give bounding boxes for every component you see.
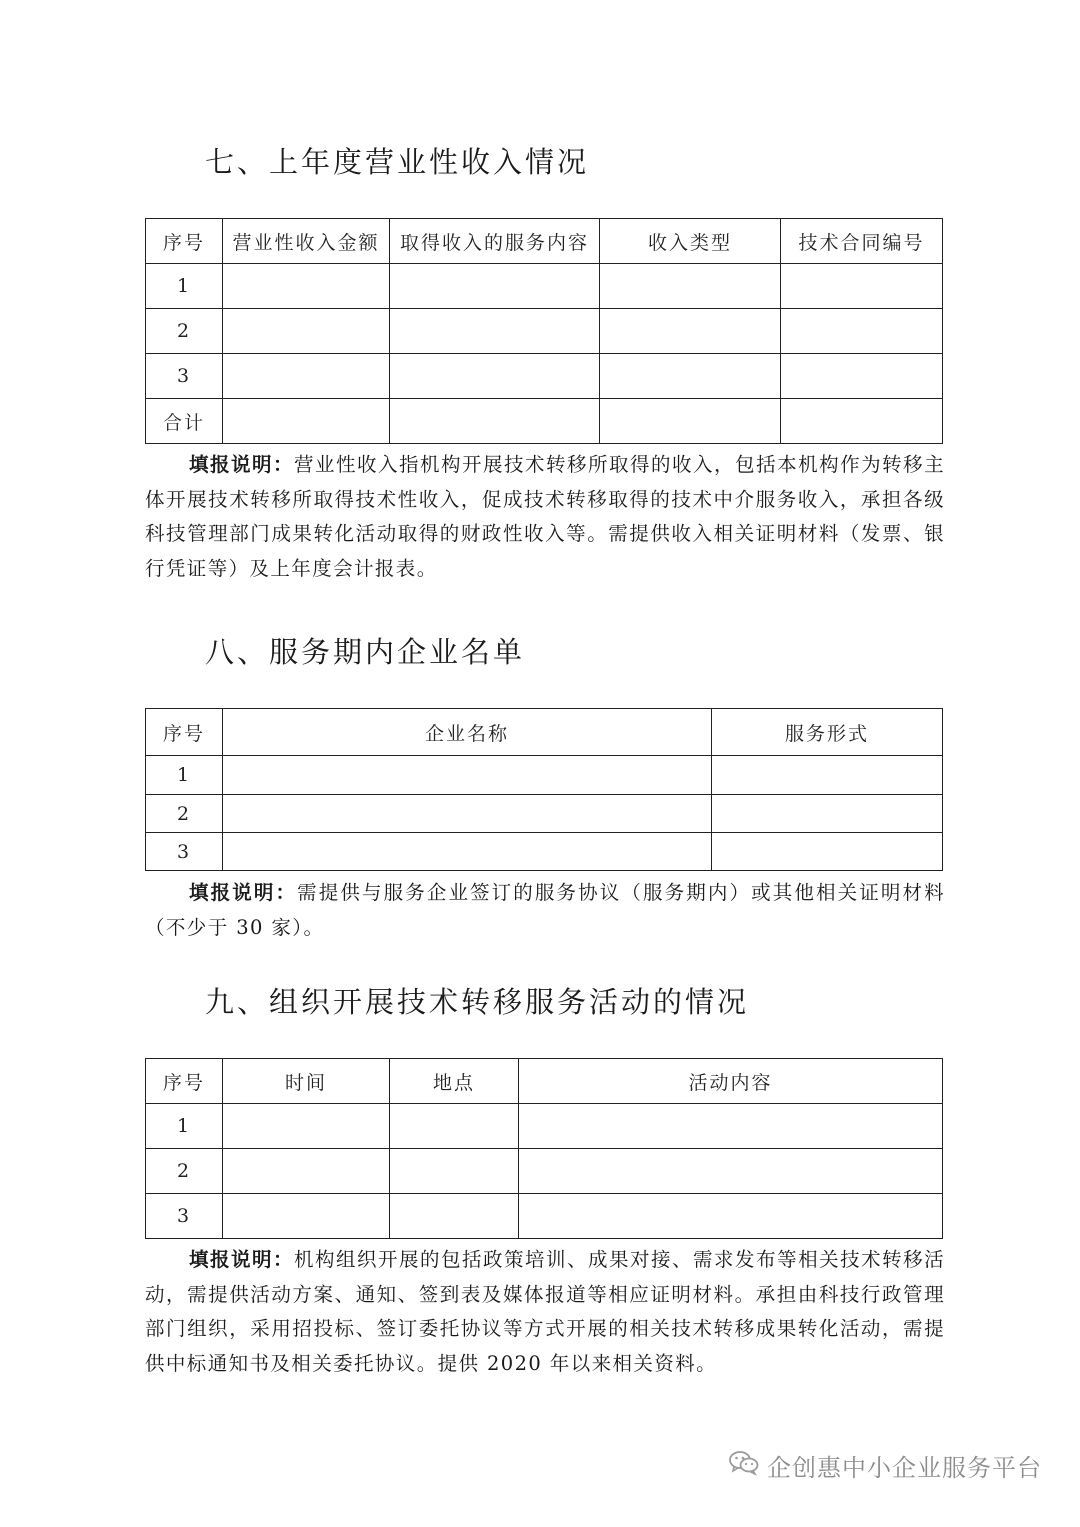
table-cell[interactable] bbox=[223, 1149, 390, 1194]
table-cell[interactable] bbox=[600, 354, 781, 399]
table-cell[interactable] bbox=[519, 1149, 943, 1194]
note-text: 机构组织开展的包括政策培训、成果对接、需求发布等相关技术转移活动，需提供活动方案、通知、签到表及媒体报道等相应证明材料。承担由科技行政管理部门组织，采用招投标、签订委托协议等方式开展的相关技术转移成果转化活动，需提供中标通知书及相关委托协议。提供 2020 年以来相关资料。 bbox=[145, 1248, 945, 1375]
table-cell[interactable] bbox=[390, 264, 600, 309]
table-row bbox=[146, 795, 943, 833]
table-cell[interactable] bbox=[390, 399, 600, 444]
section9-title: 九、组织开展技术转移服务活动的情况 bbox=[205, 985, 750, 1019]
table-cell[interactable] bbox=[781, 264, 943, 309]
section8-note bbox=[145, 876, 945, 945]
table-cell[interactable] bbox=[390, 354, 600, 399]
table-cell[interactable] bbox=[600, 264, 781, 309]
section7-note bbox=[145, 448, 945, 586]
activity-table bbox=[145, 1058, 943, 1239]
column-header: 营业性收入金额 bbox=[223, 219, 390, 264]
column-header: 取得收入的服务内容 bbox=[390, 219, 600, 264]
table-header-row bbox=[146, 709, 943, 756]
table-cell[interactable] bbox=[712, 756, 943, 795]
table-cell[interactable] bbox=[600, 309, 781, 354]
note-text: 需提供与服务企业签订的服务协议（服务期内）或其他相关证明材料（不少于 30 家）。 bbox=[145, 881, 945, 939]
table-cell[interactable] bbox=[781, 309, 943, 354]
watermark-text: 企创惠中小企业服务平台 bbox=[767, 1454, 1042, 1482]
table-row bbox=[146, 833, 943, 871]
table-row bbox=[146, 309, 943, 354]
table-cell[interactable] bbox=[223, 833, 712, 871]
table-cell[interactable] bbox=[223, 264, 390, 309]
column-header: 序号 bbox=[146, 1059, 223, 1104]
row-number: 3 bbox=[146, 354, 223, 399]
note-text: 营业性收入指机构开展技术转移所取得的收入，包括本机构作为转移主体开展技术转移所取得技术性收入，促成技术转移取得的技术中介服务收入，承担各级科技管理部门成果转化活动取得的财政性收入等。需提供收入相关证明材料（发票、银行凭证等）及上年度会计报表。 bbox=[145, 453, 945, 580]
row-number: 3 bbox=[146, 1194, 223, 1239]
table-cell[interactable] bbox=[223, 795, 712, 833]
wechat-icon bbox=[729, 1450, 759, 1482]
table-cell[interactable] bbox=[712, 833, 943, 871]
table-row bbox=[146, 354, 943, 399]
column-header: 收入类型 bbox=[600, 219, 781, 264]
enterprise-table bbox=[145, 708, 943, 871]
table-row bbox=[146, 756, 943, 795]
table-header-row bbox=[146, 219, 943, 264]
row-total-label: 合计 bbox=[146, 399, 223, 444]
column-header: 服务形式 bbox=[712, 709, 943, 756]
table-cell[interactable] bbox=[223, 399, 390, 444]
table-cell[interactable] bbox=[223, 1194, 390, 1239]
note-label: 填报说明： bbox=[189, 881, 298, 904]
column-header: 技术合同编号 bbox=[781, 219, 943, 264]
table-cell[interactable] bbox=[223, 354, 390, 399]
table-row bbox=[146, 1194, 943, 1239]
table-cell[interactable] bbox=[390, 1149, 519, 1194]
column-header: 企业名称 bbox=[223, 709, 712, 756]
section8-title: 八、服务期内企业名单 bbox=[205, 635, 526, 669]
table-header-row bbox=[146, 1059, 943, 1104]
watermark bbox=[729, 1448, 1042, 1483]
table-cell[interactable] bbox=[781, 354, 943, 399]
table-total-row bbox=[146, 399, 943, 444]
table-cell[interactable] bbox=[781, 399, 943, 444]
table-row bbox=[146, 264, 943, 309]
row-number: 2 bbox=[146, 795, 223, 833]
income-table bbox=[145, 218, 943, 444]
row-number: 3 bbox=[146, 833, 223, 871]
table-cell[interactable] bbox=[223, 756, 712, 795]
table-row bbox=[146, 1104, 943, 1149]
row-number: 2 bbox=[146, 309, 223, 354]
section7-title: 七、上年度营业性收入情况 bbox=[205, 145, 590, 179]
column-header: 时间 bbox=[223, 1059, 390, 1104]
section9-note bbox=[145, 1243, 945, 1381]
row-number: 1 bbox=[146, 264, 223, 309]
table-cell[interactable] bbox=[223, 1104, 390, 1149]
note-label: 填报说明： bbox=[189, 453, 295, 476]
table-cell[interactable] bbox=[712, 795, 943, 833]
table-cell[interactable] bbox=[519, 1104, 943, 1149]
row-number: 1 bbox=[146, 756, 223, 795]
table-cell[interactable] bbox=[390, 309, 600, 354]
table-cell[interactable] bbox=[600, 399, 781, 444]
table-cell[interactable] bbox=[390, 1104, 519, 1149]
column-header: 地点 bbox=[390, 1059, 519, 1104]
row-number: 2 bbox=[146, 1149, 223, 1194]
note-label: 填报说明： bbox=[189, 1248, 295, 1271]
column-header: 序号 bbox=[146, 219, 223, 264]
table-cell[interactable] bbox=[519, 1194, 943, 1239]
table-cell[interactable] bbox=[223, 309, 390, 354]
column-header: 序号 bbox=[146, 709, 223, 756]
table-cell[interactable] bbox=[390, 1194, 519, 1239]
table-row bbox=[146, 1149, 943, 1194]
row-number: 1 bbox=[146, 1104, 223, 1149]
column-header: 活动内容 bbox=[519, 1059, 943, 1104]
